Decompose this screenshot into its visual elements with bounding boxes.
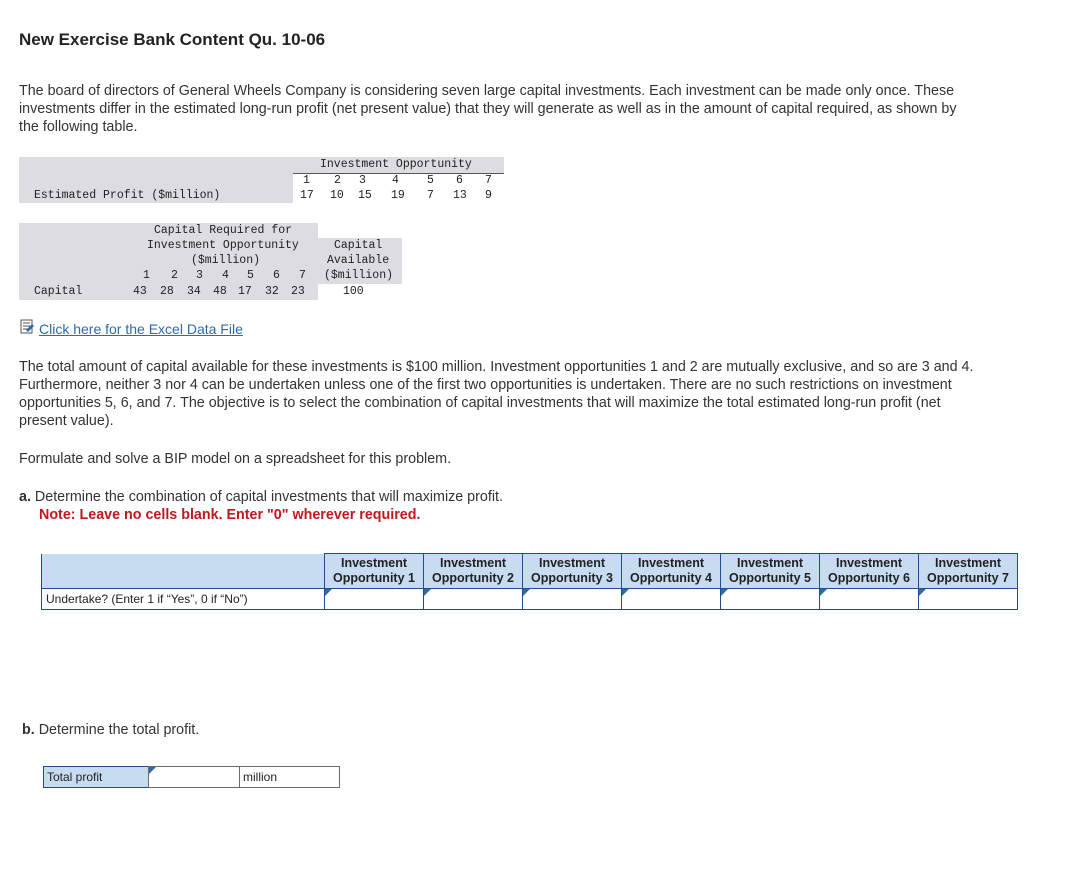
input-marker-icon bbox=[424, 589, 431, 596]
undertake-input-cell-2[interactable] bbox=[424, 589, 523, 610]
profit-col-header-6: 6 bbox=[456, 174, 463, 187]
undertake-input-cell-7[interactable] bbox=[919, 589, 1018, 610]
undertake-input-3[interactable] bbox=[523, 589, 621, 609]
capital-value-4: 48 bbox=[213, 285, 227, 298]
profit-value-4: 19 bbox=[391, 189, 405, 202]
undertake-input-cell-1[interactable] bbox=[325, 589, 424, 610]
undertake-row-label: Undertake? (Enter 1 if “Yes”, 0 if “No”) bbox=[42, 589, 325, 610]
instruction-text: Formulate and solve a BIP model on a spreadsheet for this problem. bbox=[19, 451, 452, 467]
capital-available-value: 100 bbox=[343, 285, 364, 298]
capital-value-7: 23 bbox=[291, 285, 305, 298]
input-marker-icon bbox=[820, 589, 827, 596]
undertake-row bbox=[42, 589, 1018, 610]
profit-row-label: Estimated Profit ($million) bbox=[34, 189, 221, 202]
undertake-input-2[interactable] bbox=[424, 589, 522, 609]
capital-row-label: Capital bbox=[34, 285, 83, 298]
part-b-question bbox=[22, 721, 982, 739]
excel-link-row[interactable] bbox=[20, 319, 243, 339]
undertake-input-cell-4[interactable] bbox=[622, 589, 721, 610]
problem-description: The total amount of capital available for these investments is $100 million. Investment opportunities 1 and 2 are mutually exclusive, and so are 3 and 4. Furthermore, neither 3 nor 4 can be undertaken unless one of the first two opportunities is undertaken. There are no such restrictions on investment opportunities 5, 6, and 7. The objective is to select the combination of capital investments that will maximize the total estimated long-run profit (net present value). bbox=[19, 359, 974, 429]
total-profit-unit: million bbox=[239, 766, 340, 788]
undertake-input-cell-3[interactable] bbox=[523, 589, 622, 610]
profit-value-2: 10 bbox=[330, 189, 344, 202]
capital-col-header-7: 7 bbox=[299, 269, 306, 282]
header-opportunity-3: Investment Opportunity 3 bbox=[523, 554, 622, 589]
available-header-line-1: Capital bbox=[334, 239, 383, 252]
available-header-line-3: ($million) bbox=[324, 269, 394, 282]
available-header-line-2: Available bbox=[327, 254, 390, 267]
input-marker-icon bbox=[622, 589, 629, 596]
capital-value-1: 43 bbox=[133, 285, 147, 298]
profit-col-header-5: 5 bbox=[427, 174, 434, 187]
profit-col-header-2: 2 bbox=[334, 174, 341, 187]
input-marker-icon bbox=[721, 589, 728, 596]
capital-value-2: 28 bbox=[160, 285, 174, 298]
input-marker-icon bbox=[523, 589, 530, 596]
undertake-input-6[interactable] bbox=[820, 589, 918, 609]
capital-col-header-1: 1 bbox=[143, 269, 150, 282]
input-marker-icon bbox=[919, 589, 926, 596]
part-b-text: Determine the total profit. bbox=[38, 722, 200, 738]
part-a-question bbox=[19, 488, 979, 506]
total-profit-input[interactable] bbox=[149, 767, 239, 787]
profit-col-header-1: 1 bbox=[303, 174, 310, 187]
header-opportunity-1: Investment Opportunity 1 bbox=[325, 554, 424, 589]
capital-header-line-3: ($million) bbox=[191, 254, 261, 267]
undertake-input-cell-6[interactable] bbox=[820, 589, 919, 610]
header-opportunity-2: Investment Opportunity 2 bbox=[424, 554, 523, 589]
capital-col-header-4: 4 bbox=[222, 269, 229, 282]
header-opportunity-5: Investment Opportunity 5 bbox=[721, 554, 820, 589]
capital-value-6: 32 bbox=[265, 285, 279, 298]
part-a-note: Note: Leave no cells blank. Enter "0" wherever required. bbox=[39, 507, 421, 523]
undertake-input-1[interactable] bbox=[325, 589, 423, 609]
capital-value-3: 34 bbox=[187, 285, 201, 298]
header-opportunity-6: Investment Opportunity 6 bbox=[820, 554, 919, 589]
capital-col-header-6: 6 bbox=[273, 269, 280, 282]
total-profit-input-cell[interactable] bbox=[148, 766, 240, 788]
undertake-input-cell-5[interactable] bbox=[721, 589, 820, 610]
header-opportunity-7: Investment Opportunity 7 bbox=[919, 554, 1018, 589]
page-title: New Exercise Bank Content Qu. 10-06 bbox=[19, 30, 326, 49]
undertake-input-7[interactable] bbox=[919, 589, 1017, 609]
profit-value-5: 7 bbox=[427, 189, 434, 202]
capital-col-header-2: 2 bbox=[171, 269, 178, 282]
part-b-label: b. bbox=[22, 722, 35, 738]
capital-value-5: 17 bbox=[238, 285, 252, 298]
profit-col-header-3: 3 bbox=[359, 174, 366, 187]
intro-paragraph: The board of directors of General Wheels Company is considering seven large capital investments. Each investment can be made only once. These investments differ in the estimated long-run profit (net present value) that they will generate as well as in the amount of capital required, as shown by the following table. bbox=[19, 83, 957, 135]
undertake-input-4[interactable] bbox=[622, 589, 720, 609]
capital-col-header-3: 3 bbox=[196, 269, 203, 282]
profit-value-6: 13 bbox=[453, 189, 467, 202]
capital-col-header-5: 5 bbox=[247, 269, 254, 282]
part-a-text: Determine the combination of capital investments that will maximize profit. bbox=[34, 489, 503, 505]
profit-value-1: 17 bbox=[300, 189, 314, 202]
profit-table-header: Investment Opportunity bbox=[320, 158, 472, 171]
capital-header-line-2: Investment Opportunity bbox=[147, 239, 299, 252]
excel-file-icon bbox=[20, 319, 35, 339]
capital-header-line-1: Capital Required for bbox=[154, 224, 293, 237]
profit-col-header-4: 4 bbox=[392, 174, 399, 187]
input-marker-icon bbox=[325, 589, 332, 596]
excel-data-link[interactable]: Click here for the Excel Data File bbox=[39, 321, 243, 337]
answer-corner-cell bbox=[42, 554, 325, 589]
header-opportunity-4: Investment Opportunity 4 bbox=[622, 554, 721, 589]
answer-header-row bbox=[42, 554, 1018, 589]
profit-value-7: 9 bbox=[485, 189, 492, 202]
undertake-input-5[interactable] bbox=[721, 589, 819, 609]
answer-table bbox=[41, 553, 1018, 610]
profit-col-header-7: 7 bbox=[485, 174, 492, 187]
part-a-label: a. bbox=[19, 489, 31, 505]
profit-value-3: 15 bbox=[358, 189, 372, 202]
total-profit-label: Total profit bbox=[43, 766, 149, 788]
input-marker-icon bbox=[149, 767, 156, 774]
